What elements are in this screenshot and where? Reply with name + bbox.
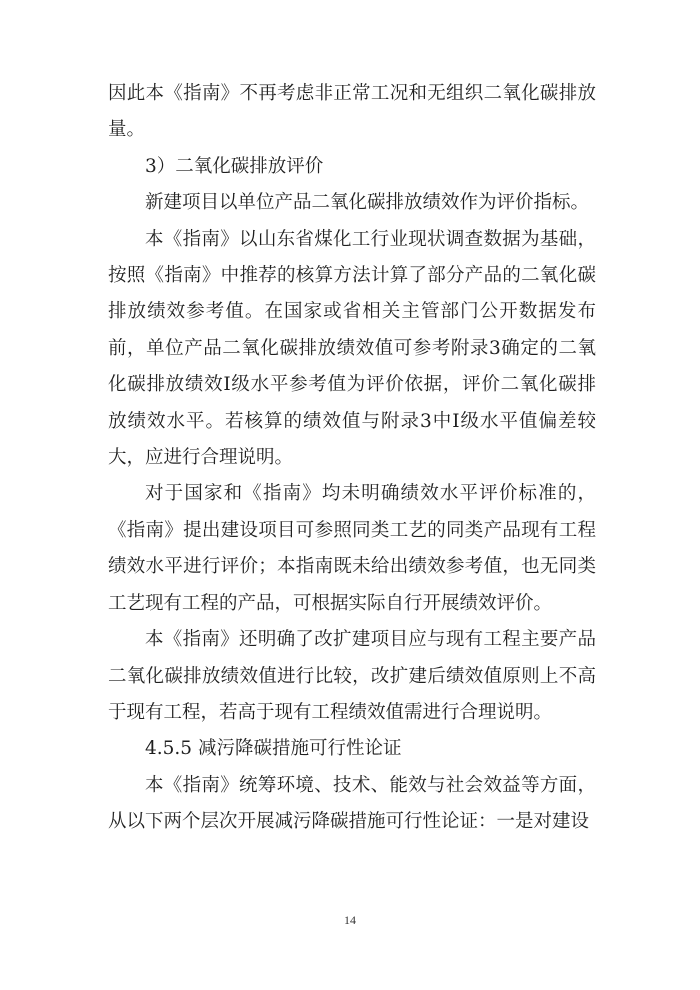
paragraph-evaluation-indicator: 新建项目以单位产品二氧化碳排放绩效作为评价指标。 — [145, 192, 590, 214]
page-number: 14 — [344, 913, 356, 927]
paragraph-reference-values: 本《指南》以山东省煤化工行业现状调查数据为基础，按照《指南》中推荐的核算方法计算了部分产品的二氧化碳排放绩效参考值。在国家或省相关主管部门公开数据发布前，单位产品二氧化碳排放绩效值可参考附录3确定的二氧化碳排放绩效I级水平参考值为评价依据，评价二氧化碳排放绩效水平。若核算的绩效值与附录3中I级水平值偏差较大，应进行合理说明。 — [108, 228, 596, 469]
paragraph-continuation: 因此本《指南》不再考虑非正常工况和无组织二氧化碳排放量。 — [108, 83, 596, 141]
paragraph-feasibility: 本《指南》统筹环境、技术、能效与社会效益等方面，从以下两个层次开展减污降碳措施可行性论证：一是对建设 — [108, 774, 596, 833]
paragraph-expansion-projects: 本《指南》还明确了改扩建项目应与现有工程主要产品二氧化碳排放绩效值进行比较，改扩建后绩效值原则上不高于现有工程，若高于现有工程绩效值需进行合理说明。 — [108, 629, 596, 723]
section-heading-co2-evaluation: 3）二氧化碳排放评价 — [145, 155, 324, 177]
section-heading-4-5-5: 4.5.5 减污降碳措施可行性论证 — [145, 738, 402, 760]
paragraph-no-standard: 对于国家和《指南》均未明确绩效水平评价标准的，《指南》提出建设项目可参照同类工艺的同类产品现有工程绩效水平进行评价；本指南既未给出绩效参考值，也无同类工艺现有工程的产品，可根据实际自行开展绩效评价。 — [108, 483, 596, 614]
page-content — [108, 76, 596, 841]
